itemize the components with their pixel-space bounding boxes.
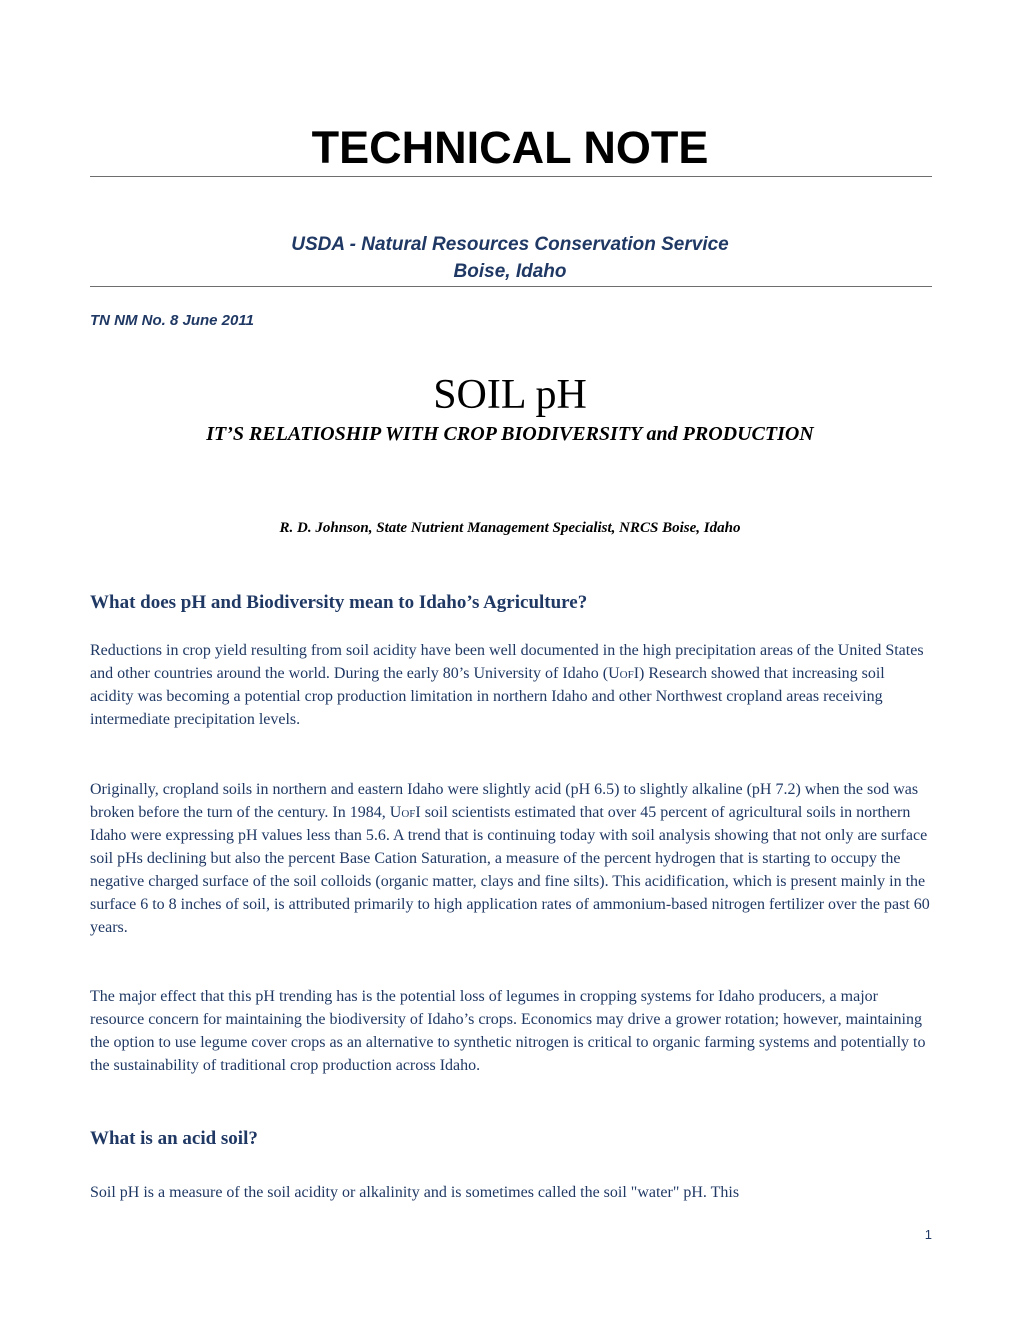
section-heading: What does pH and Biodiversity mean to Idaho’s Agriculture? bbox=[90, 592, 588, 613]
body-paragraph: The major effect that this pH trending has is the potential loss of legumes in cropping systems for Idaho producers, a major resource concern for maintaining the biodiversity of Idaho’s crops. Economics may drive a grower rotation; however, maintaining the option to use legume cover crops as an alternative to synthetic nitrogen is critical to organic farming systems and potentially to the sustainability of traditional crop production across Idaho. bbox=[90, 988, 926, 1074]
document-title: SOIL pH bbox=[433, 372, 587, 418]
document-subtitle: IT’S RELATIOSHIP WITH CROP BIODIVERSITY and PRODUCTION bbox=[206, 423, 814, 445]
body-paragraph bbox=[90, 778, 932, 939]
technical-note-title: TECHNICAL NOTE bbox=[311, 122, 709, 173]
agency-divider bbox=[90, 286, 932, 287]
body-paragraph: Soil pH is a measure of the soil acidity or alkalinity and is sometimes called the soil "water" pH. This bbox=[90, 1184, 740, 1201]
agency-name: USDA - Natural Resources Conservation Service bbox=[291, 234, 729, 255]
agency-location: Boise, Idaho bbox=[453, 261, 567, 282]
note-identifier: TN NM No. 8 June 2011 bbox=[90, 312, 254, 329]
author-line: R. D. Johnson, State Nutrient Management Specialist, NRCS Boise, Idaho bbox=[279, 520, 741, 536]
paragraph-text: Originally, cropland soils in northern and eastern Idaho were slightly acid (pH 6.5) to slightly alkaline (pH 7.2) when the sod was broken before the turn of the century. In 1984, bbox=[90, 781, 919, 821]
uofi-abbreviation: UofI bbox=[608, 665, 640, 682]
paragraph-text: ) Research showed that increasing soil acidity was becoming a potential crop production limitation in northern Idaho and other Northwest cropland areas receiving intermediate precipitation levels. bbox=[90, 665, 885, 728]
paragraph-text: Reductions in crop yield resulting from soil acidity have been well documented in the high precipitation areas of the United States and other countries around the world. During the early 80’s University of Idaho ( bbox=[90, 642, 924, 682]
title-divider bbox=[90, 176, 932, 177]
section-heading: What is an acid soil? bbox=[90, 1128, 258, 1149]
body-paragraph bbox=[90, 639, 932, 731]
paragraph-text: soil scientists estimated that over 45 percent of agricultural soils in northern Idaho were expressing pH values less than 5.6. A trend that is continuing today with soil analysis showing that not only are surface soil pHs declining but also the percent Base Cation Saturation, a measure of the percent hydrogen that is starting to occupy the negative charged surface of the soil colloids (organic matter, clays and fine silts). This acidification, which is present mainly in the surface 6 to 8 inches of soil, is attributed primarily to high application rates of ammonium-based nitrogen fertilizer over the past 60 years. bbox=[90, 804, 930, 936]
uofi-abbreviation: UofI bbox=[389, 804, 421, 821]
page-number: 1 bbox=[924, 1227, 932, 1242]
